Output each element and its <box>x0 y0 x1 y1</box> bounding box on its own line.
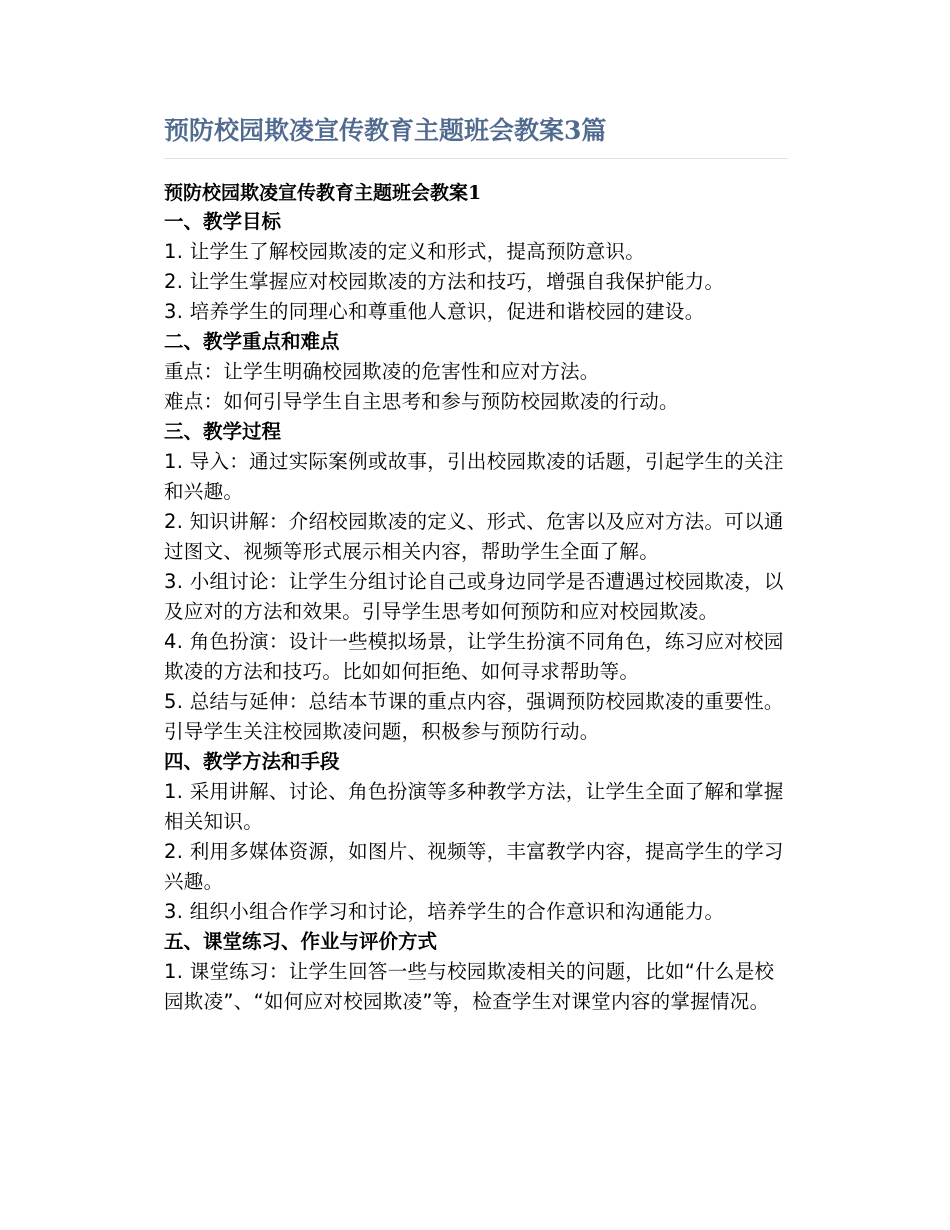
paragraph: 3. 培养学生的同理心和尊重他人意识，促进和谐校园的建设。 <box>164 300 705 323</box>
section-heading: 二、教学重点和难点 <box>164 330 340 353</box>
paragraph: 4. 角色扮演：设计一些模拟场景，让学生扮演不同角色，练习应对校园欺凌的方法和技巧。比如如何拒绝、如何寻求帮助等。 <box>164 630 784 683</box>
document-page <box>164 110 788 1017</box>
paragraph: 2. 让学生掌握应对校园欺凌的方法和技巧，增强自我保护能力。 <box>164 270 725 293</box>
paragraph: 2. 知识讲解：介绍校园欺凌的定义、形式、危害以及应对方法。可以通过图文、视频等形式展示相关内容，帮助学生全面了解。 <box>164 510 784 563</box>
paragraph: 1. 导入：通过实际案例或故事，引出校园欺凌的话题，引起学生的关注和兴趣。 <box>164 450 784 503</box>
paragraph: 3. 小组讨论：让学生分组讨论自己或身边同学是否遭遇过校园欺凌，以及应对的方法和效果。引导学生思考如何预防和应对校园欺凌。 <box>164 570 784 623</box>
paragraph: 1. 让学生了解校园欺凌的定义和形式，提高预防意识。 <box>164 240 646 263</box>
paragraph: 1. 采用讲解、讨论、角色扮演等多种教学方法，让学生全面了解和掌握相关知识。 <box>164 780 784 833</box>
section-heading: 五、课堂练习、作业与评价方式 <box>164 930 438 953</box>
paragraph: 1. 课堂练习：让学生回答一些与校园欺凌相关的问题，比如“什么是校园欺凌”、“如何应对校园欺凌”等，检查学生对课堂内容的掌握情况。 <box>164 960 775 1013</box>
section-heading: 一、教学目标 <box>164 210 282 233</box>
paragraph: 重点：让学生明确校园欺凌的危害性和应对方法。 <box>164 360 600 383</box>
section-heading: 三、教学过程 <box>164 420 282 443</box>
paragraph: 难点：如何引导学生自主思考和参与预防校园欺凌的行动。 <box>164 390 679 413</box>
paragraph: 5. 总结与延伸：总结本节课的重点内容，强调预防校园欺凌的重要性。引导学生关注校园欺凌问题，积极参与预防行动。 <box>164 690 784 743</box>
lesson-plan-title: 预防校园欺凌宣传教育主题班会教案1 <box>164 182 482 204</box>
document-title: 预防校园欺凌宣传教育主题班会教案3篇 <box>164 110 788 159</box>
paragraph: 2. 利用多媒体资源，如图片、视频等，丰富教学内容，提高学生的学习兴趣。 <box>164 840 784 893</box>
document-body <box>164 179 788 1017</box>
paragraph: 3. 组织小组合作学习和讨论，培养学生的合作意识和沟通能力。 <box>164 900 725 923</box>
section-heading: 四、教学方法和手段 <box>164 750 340 773</box>
